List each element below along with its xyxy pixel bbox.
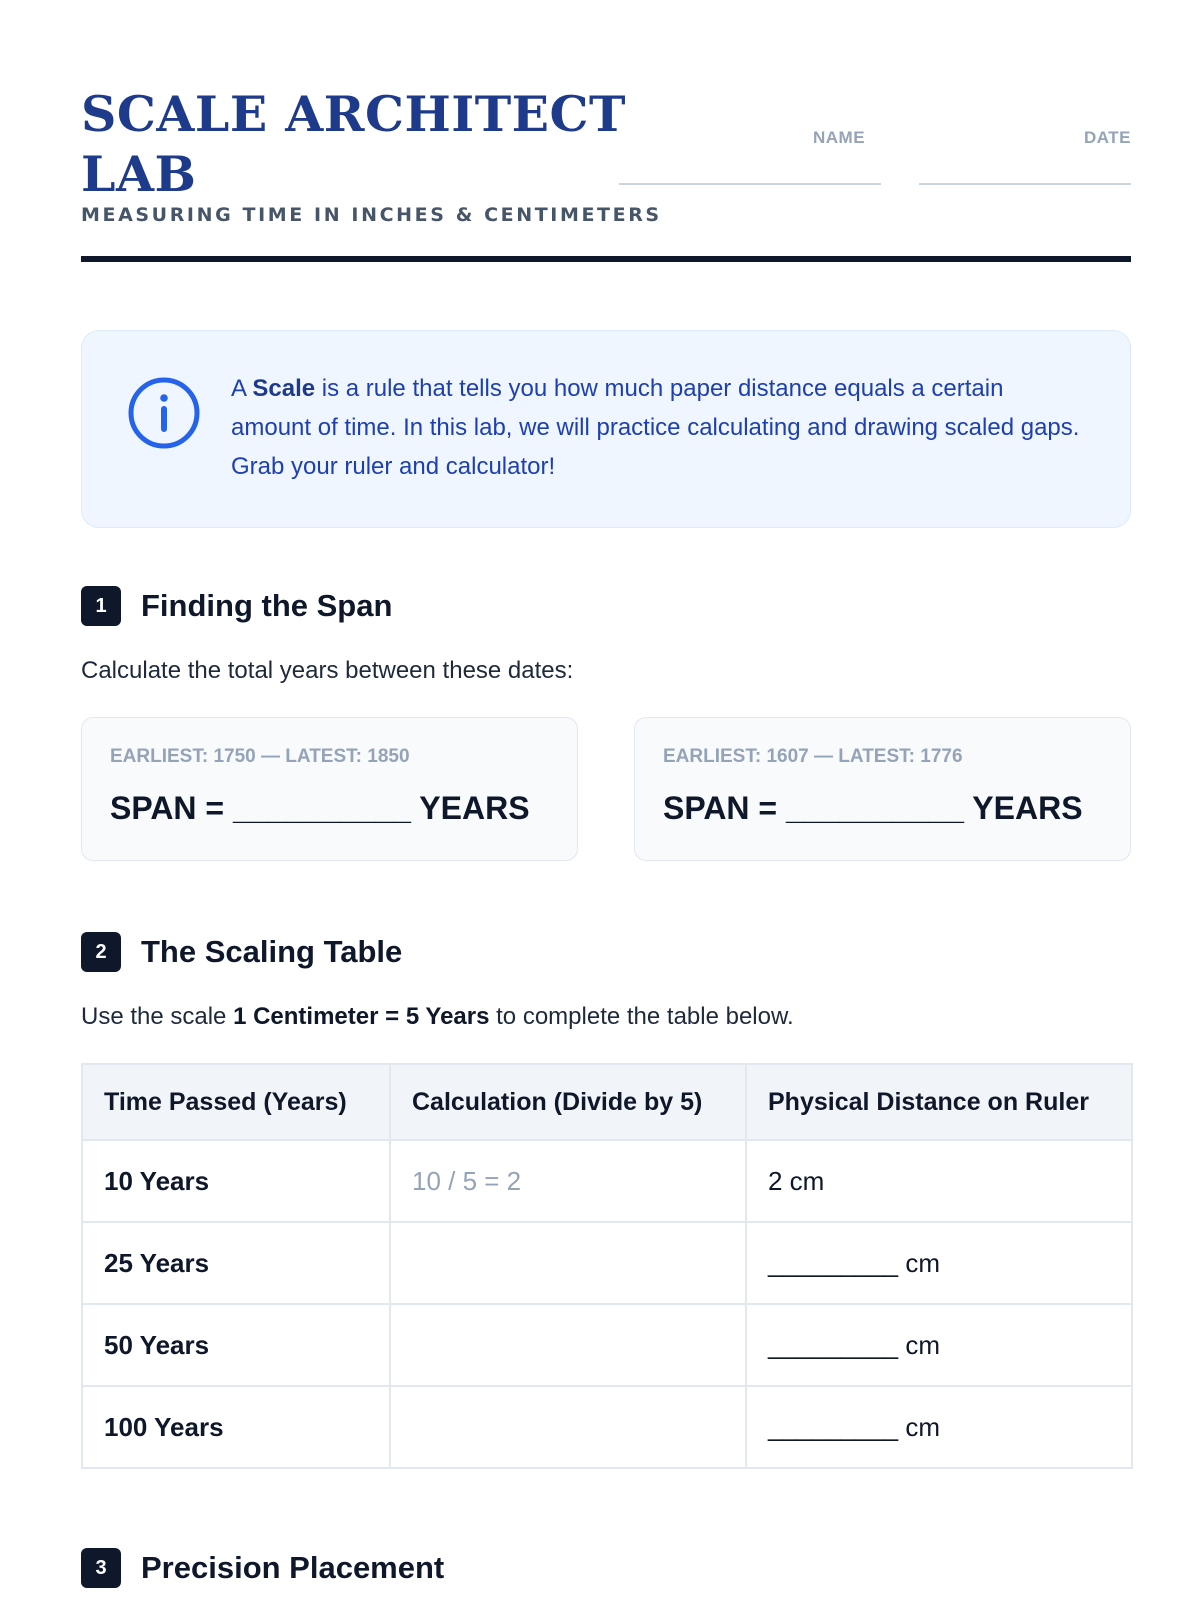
info-text-prefix: A xyxy=(231,375,253,402)
span-range: EARLIEST: 1750 — LATEST: 1850 xyxy=(110,746,410,767)
table-row xyxy=(82,1304,1132,1386)
span-range: EARLIEST: 1607 — LATEST: 1776 xyxy=(663,746,963,767)
date-field-line[interactable] xyxy=(919,183,1131,185)
distance-cell[interactable]: _________ cm xyxy=(746,1386,1132,1468)
span-instruction: Calculate the total years between these dates: xyxy=(81,657,574,684)
calculation-cell[interactable] xyxy=(390,1304,746,1386)
scaling-instruction-suffix: to complete the table below. xyxy=(489,1003,794,1030)
years-cell: 25 Years xyxy=(82,1222,390,1304)
span-answer-field[interactable]: SPAN = __________ YEARS xyxy=(663,790,1083,826)
info-text-bold: Scale xyxy=(252,375,316,402)
table-header-row xyxy=(82,1064,1132,1140)
date-label: DATE xyxy=(1083,128,1131,147)
info-text-rest: is a rule that tells you how much paper distance equals a certain amount of time. In this lab, we will practice calculating and drawing scaled gaps. Grab your ruler and calculator! xyxy=(231,375,1080,480)
section-number-badge: 2 xyxy=(81,932,121,972)
years-cell: 10 Years xyxy=(82,1140,390,1222)
column-header: Physical Distance on Ruler xyxy=(746,1064,1132,1140)
name-field-line[interactable] xyxy=(619,183,881,185)
distance-cell[interactable]: _________ cm xyxy=(746,1222,1132,1304)
scaling-instruction-prefix: Use the scale xyxy=(81,1003,234,1030)
table-row xyxy=(82,1222,1132,1304)
worksheet-header xyxy=(81,80,1131,262)
scaling-table xyxy=(81,1063,1133,1469)
scaling-instruction xyxy=(81,1003,794,1031)
years-cell: 100 Years xyxy=(82,1386,390,1468)
section-title: Finding the Span xyxy=(141,588,393,623)
page-subtitle: MEASURING TIME IN INCHES & CENTIMETERS xyxy=(81,204,662,226)
header-divider xyxy=(81,256,1131,262)
distance-cell[interactable]: _________ cm xyxy=(746,1304,1132,1386)
calculation-cell[interactable] xyxy=(390,1386,746,1468)
calculation-cell[interactable] xyxy=(390,1222,746,1304)
table-row xyxy=(82,1386,1132,1468)
page-title: SCALE ARCHITECT LAB xyxy=(81,85,626,203)
calculation-cell[interactable]: 10 / 5 = 2 xyxy=(390,1140,746,1222)
info-callout xyxy=(81,330,1131,528)
years-cell: 50 Years xyxy=(82,1304,390,1386)
distance-cell[interactable]: 2 cm xyxy=(746,1140,1132,1222)
section-title: Precision Placement xyxy=(141,1550,445,1585)
scale-rule: 1 Centimeter = 5 Years xyxy=(233,1003,490,1030)
span-answer-field[interactable]: SPAN = __________ YEARS xyxy=(110,790,530,826)
section-number-badge: 1 xyxy=(81,586,121,626)
section-title: The Scaling Table xyxy=(141,934,403,969)
section-number-badge: 3 xyxy=(81,1548,121,1588)
span-card xyxy=(81,717,578,861)
info-text xyxy=(231,369,1081,486)
name-label: NAME xyxy=(813,128,866,147)
column-header: Calculation (Divide by 5) xyxy=(390,1064,746,1140)
span-card xyxy=(634,717,1131,861)
info-icon xyxy=(126,375,202,451)
column-header: Time Passed (Years) xyxy=(82,1064,390,1140)
table-row xyxy=(82,1140,1132,1222)
